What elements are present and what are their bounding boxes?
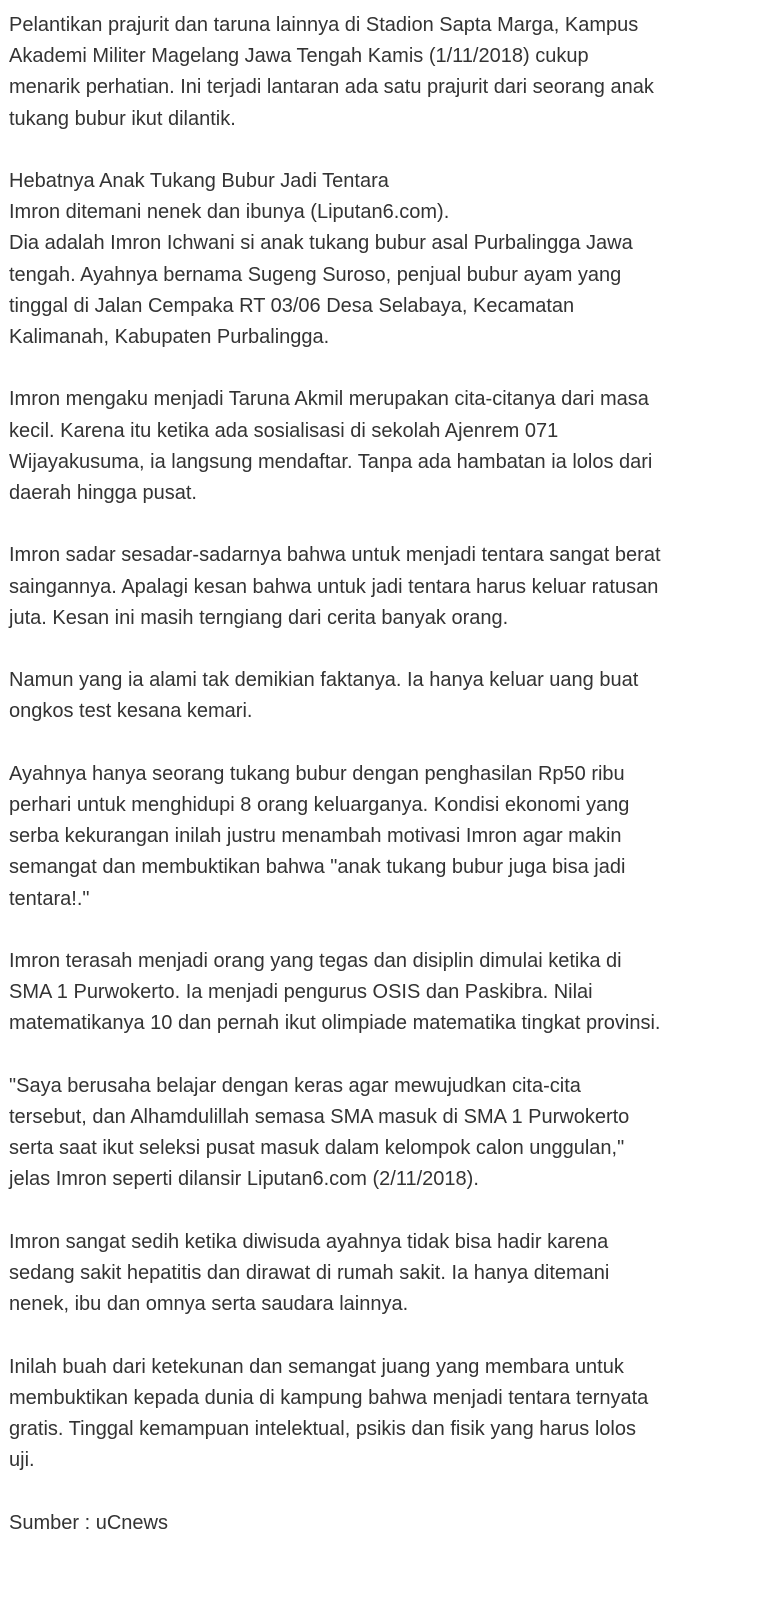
text-line: jelas Imron seperti dilansir Liputan6.com (2/11/2018). (9, 1168, 479, 1191)
text-line: tengah. Ayahnya bernama Sugeng Suroso, penjual bubur ayam yang (9, 263, 622, 286)
text-line: Imron terasah menjadi orang yang tegas dan disiplin dimulai ketika di (9, 950, 622, 972)
text-line: menarik perhatian. Ini terjadi lantaran ada satu prajurit dari seorang anak (9, 76, 654, 99)
article-paragraph (9, 946, 759, 1040)
text-line: Wijayakusuma, ia langsung mendaftar. Tanpa ada hambatan ia lolos dari (9, 450, 653, 473)
text-line: tukang bubur ikut dilantik. (9, 107, 236, 130)
text-line: membuktikan kepada dunia di kampung bahwa menjadi tentara ternyata (9, 1386, 649, 1409)
text-line: kecil. Karena itu ketika ada sosialisasi di sekolah Ajenrem 071 (9, 419, 559, 442)
text-line: Imron ditemani nenek dan ibunya (Liputan6.com). (9, 201, 450, 224)
text-line: serta saat ikut seleksi pusat masuk dalam kelompok calon unggulan," (9, 1137, 625, 1160)
article-paragraph (9, 1352, 759, 1477)
text-line: Hebatnya Anak Tukang Bubur Jadi Tentara (9, 170, 389, 192)
article-paragraph (9, 166, 759, 353)
text-line: Kalimanah, Kabupaten Purbalingga. (9, 326, 330, 349)
text-line: Akademi Militer Magelang Jawa Tengah Kamis (1/11/2018) cukup (9, 45, 589, 68)
text-line: Sumber : uCnews (9, 1511, 168, 1534)
text-line: Imron mengaku menjadi Taruna Akmil merupakan cita-citanya dari masa (9, 388, 649, 411)
article-paragraph (9, 540, 759, 634)
text-line: juta. Kesan ini masih terngiang dari cerita banyak orang. (9, 606, 509, 629)
source-credit (9, 1508, 759, 1539)
text-line: matematikanya 10 dan pernah ikut olimpiade matematika tingkat provinsi. (9, 1012, 661, 1035)
text-line: saingannya. Apalagi kesan bahwa untuk jadi tentara harus keluar ratusan (9, 575, 659, 598)
article-paragraph (9, 1071, 759, 1196)
text-line: gratis. Tinggal kemampuan intelektual, psikis dan fisik yang harus lolos (9, 1418, 636, 1440)
text-line: ongkos test kesana kemari. (9, 700, 253, 723)
text-line: serba kekurangan inilah justru menambah motivasi Imron agar makin (9, 825, 622, 848)
text-line: perhari untuk menghidupi 8 orang keluarganya. Kondisi ekonomi yang (9, 794, 630, 816)
text-line: Dia adalah Imron Ichwani si anak tukang bubur asal Purbalingga Jawa (9, 232, 633, 255)
article-paragraph (9, 1227, 759, 1321)
text-line: Ayahnya hanya seorang tukang bubur dengan penghasilan Rp50 ribu (9, 762, 625, 785)
text-line: "Saya berusaha belajar dengan keras agar mewujudkan cita-cita (9, 1074, 581, 1097)
text-line: Pelantikan prajurit dan taruna lainnya di Stadion Sapta Marga, Kampus (9, 14, 639, 36)
text-line: uji. (9, 1449, 35, 1472)
article-paragraph (9, 10, 759, 135)
text-line: nenek, ibu dan omnya serta saudara lainnya. (9, 1293, 409, 1316)
text-line: Inilah buah dari ketekunan dan semangat juang yang membara untuk (9, 1355, 624, 1378)
text-line: tinggal di Jalan Cempaka RT 03/06 Desa Selabaya, Kecamatan (9, 294, 575, 317)
text-line: daerah hingga pusat. (9, 482, 197, 505)
text-line: sedang sakit hepatitis dan dirawat di rumah sakit. Ia hanya ditemani (9, 1262, 610, 1284)
article-body (9, 10, 759, 1570)
text-line: Imron sadar sesadar-sadarnya bahwa untuk menjadi tentara sangat berat (9, 544, 661, 567)
article-paragraph (9, 384, 759, 509)
text-line: Namun yang ia alami tak demikian faktanya. Ia hanya keluar uang buat (9, 669, 639, 692)
text-line: tentara!." (9, 887, 90, 910)
article-paragraph (9, 759, 759, 915)
text-line: tersebut, dan Alhamdulillah semasa SMA masuk di SMA 1 Purwokerto (9, 1106, 630, 1128)
text-line: semangat dan membuktikan bahwa "anak tukang bubur juga bisa jadi (9, 856, 626, 879)
text-line: SMA 1 Purwokerto. Ia menjadi pengurus OSIS dan Paskibra. Nilai (9, 981, 593, 1004)
text-line: Imron sangat sedih ketika diwisuda ayahnya tidak bisa hadir karena (9, 1230, 609, 1253)
article-paragraph (9, 665, 759, 727)
